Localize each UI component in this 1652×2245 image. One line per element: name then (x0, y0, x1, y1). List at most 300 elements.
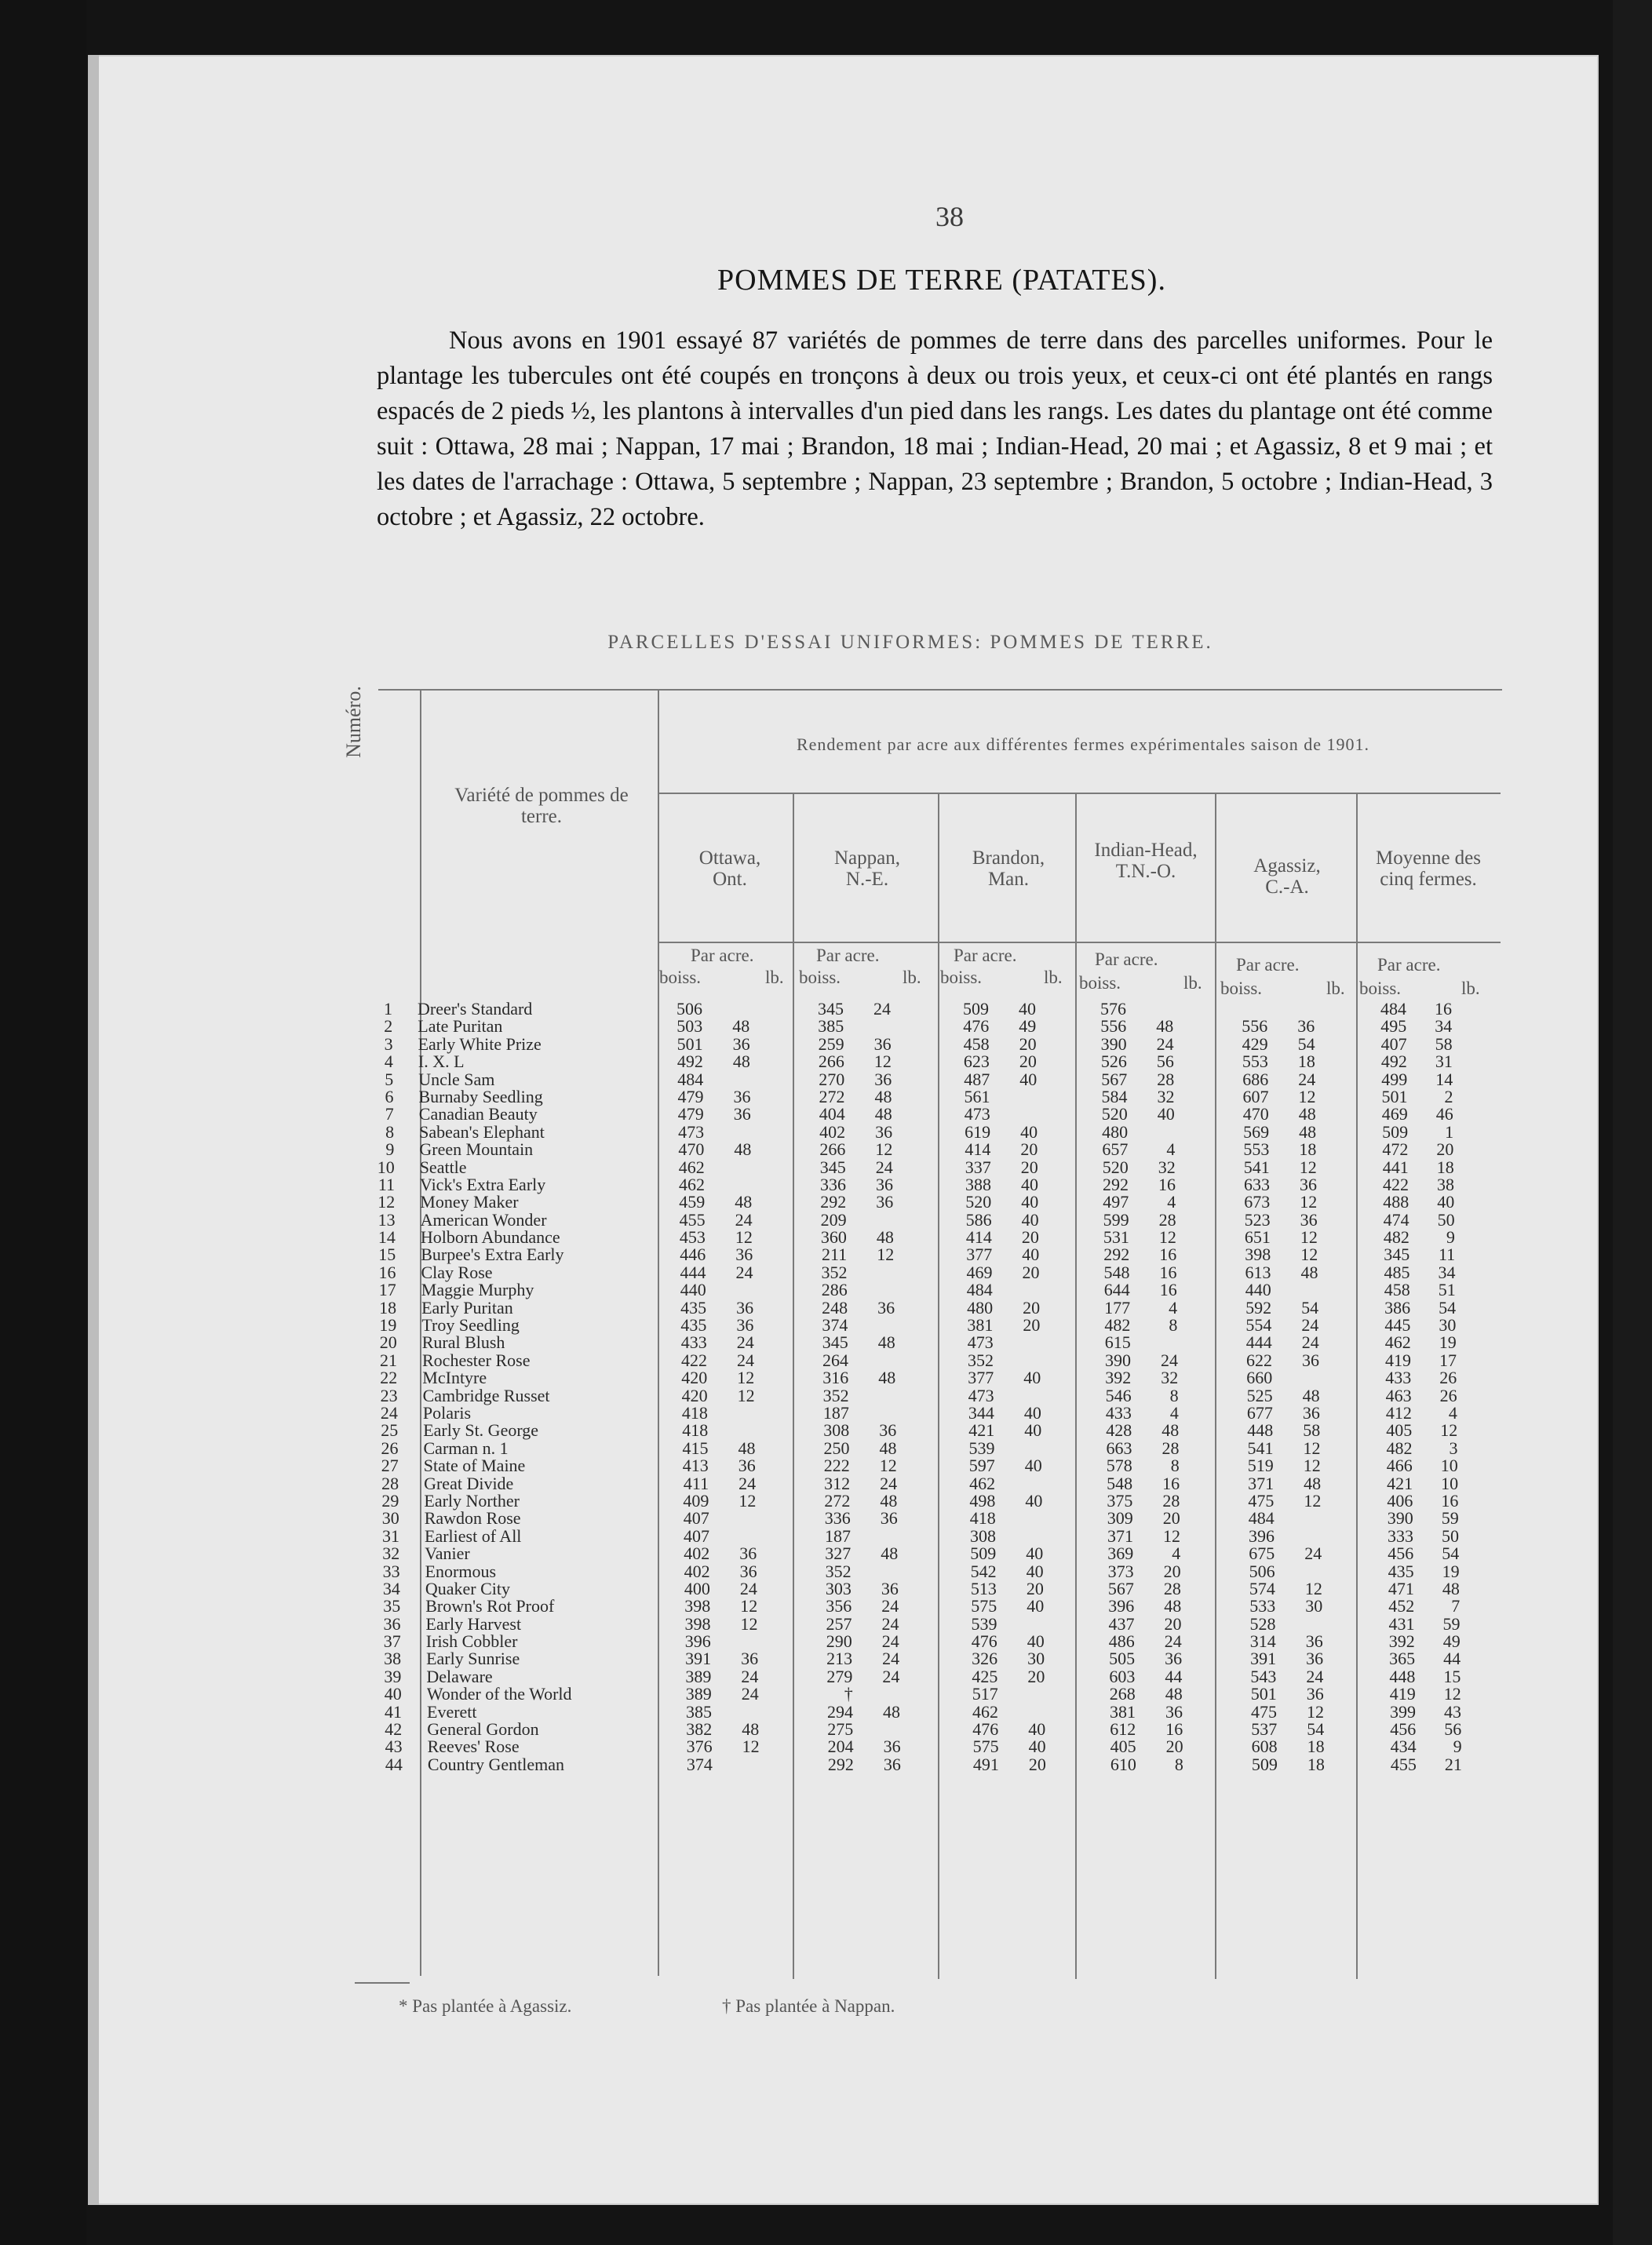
cell-bushels: 584 (1101, 1086, 1128, 1106)
cell-pounds: 24 (873, 999, 891, 1019)
cell-bushels: 539 (968, 1438, 995, 1458)
cell-bushels: 484 (677, 1069, 704, 1089)
variety-name: Early White Prize (418, 1033, 542, 1054)
variety-name: American Wonder (420, 1209, 547, 1230)
cell-pounds: 3 (1449, 1438, 1458, 1458)
cell-pounds: 4 (1166, 1139, 1176, 1160)
cell-bushels: 308 (823, 1420, 850, 1441)
cell-pounds: 16 (1159, 1262, 1177, 1282)
cell-pounds: 40 (1026, 1543, 1044, 1564)
table-row (330, 1016, 1507, 1037)
variety-name: State of Maine (423, 1456, 526, 1476)
cell-pounds: 40 (1021, 1209, 1039, 1230)
cell-bushels: 619 (965, 1121, 991, 1142)
cell-bushels: 476 (972, 1719, 999, 1740)
cell-pounds: 32 (1158, 1157, 1176, 1177)
row-number: 38 (384, 1649, 402, 1669)
cell-pounds: 36 (1302, 1350, 1319, 1370)
table-row (333, 1227, 1507, 1248)
table-row (332, 1157, 1507, 1175)
cell-bushels: 470 (678, 1139, 705, 1160)
row-number: 32 (382, 1543, 400, 1564)
cell-bushels: 484 (1248, 1508, 1275, 1529)
cell-bushels: 266 (819, 1139, 846, 1160)
cell-pounds: 12 (879, 1456, 897, 1476)
cell-pounds: 24 (737, 1350, 754, 1370)
cell-bushels: 597 (968, 1456, 995, 1476)
intro-text: Nous avons en 1901 essayé 87 variétés de pommes de terre dans des parcelles uniformes. Pour le plantage les tubercules ont été coupés en tronçons à deux ou trois yeux, et ceux-ci ont été plantés en rangs espacés de 2 pieds ½, les plantons à intervalles d'un pied dans les rangs. Les dates du plantage ont été comme suit : Ottawa, 28 mai ; Nappan, 17 mai ; Brandon, 18 mai ; Indian-Head, 20 mai ; et Agassiz, 8 et 9 mai ; et les dates de l'arrachage : Ottawa, 5 septembre ; Nappan, 23 septembre ; Brandon, 5 octobre ; Indian-Head, 3 octobre ; et Agassiz, 22 octobre. (377, 326, 1493, 531)
cell-pounds: 48 (879, 1438, 897, 1458)
cell-pounds: 40 (1027, 1631, 1045, 1652)
cell-bushels: 444 (1245, 1332, 1272, 1353)
cell-bushels: 462 (972, 1701, 998, 1722)
cell-bushels: 209 (820, 1209, 847, 1230)
row-number: 12 (377, 1192, 396, 1212)
cell-bushels: 374 (686, 1754, 713, 1774)
cell-pounds: 36 (736, 1315, 754, 1336)
cell-bushels: 420 (681, 1385, 708, 1405)
cell-pounds: 15 (1443, 1666, 1461, 1686)
row-number: 15 (378, 1245, 396, 1265)
cell-bushels: 472 (1382, 1139, 1409, 1160)
cell-pounds: 19 (1442, 1561, 1460, 1581)
row-number: 40 (384, 1684, 402, 1704)
cell-bushels: 603 (1109, 1666, 1136, 1686)
table-row (334, 1315, 1507, 1336)
cell-pounds: 36 (875, 1121, 893, 1142)
cell-pounds: 36 (873, 1033, 892, 1054)
cell-bushels: 480 (1102, 1121, 1129, 1142)
row-number: 16 (378, 1262, 396, 1282)
cell-bushels: 462 (969, 1473, 996, 1493)
cell-pounds: 12 (737, 1385, 755, 1405)
scanner-border-right (1613, 0, 1652, 2245)
cell-pounds: 16 (1159, 1245, 1177, 1265)
variety-name: Rochester Rose (422, 1350, 531, 1370)
cell-bushels: 391 (685, 1649, 712, 1669)
variety-name: Rural Blush (421, 1332, 505, 1353)
cell-pounds: 49 (1019, 1016, 1037, 1037)
cell-bushels: 248 (822, 1297, 848, 1317)
cell-bushels: 385 (686, 1701, 712, 1722)
cell-pounds: 40 (1022, 1245, 1040, 1265)
cell-pounds: 12 (1303, 1438, 1321, 1458)
cell-pounds: 40 (1020, 1121, 1038, 1142)
farm-ottawa-name: Ottawa, (698, 847, 761, 869)
cell-bushels: 673 (1244, 1192, 1271, 1212)
cell-bushels: 466 (1386, 1456, 1413, 1476)
cell-pounds: 24 (880, 1473, 898, 1493)
variety-name: Delaware (426, 1666, 493, 1686)
cell-pounds: 40 (1028, 1737, 1046, 1757)
farm-ottawa-sub: Ont. (713, 869, 747, 890)
variety-name: Carman n. 1 (423, 1438, 509, 1458)
row-number: 25 (381, 1420, 399, 1441)
cell-bushels: 405 (1386, 1420, 1413, 1441)
cell-bushels: 435 (1388, 1561, 1414, 1581)
cell-pounds: 48 (1298, 1104, 1316, 1124)
cell-bushels: † (844, 1684, 853, 1704)
variety-name: Wonder of the World (426, 1684, 572, 1704)
cell-bushels: 526 (1100, 1051, 1127, 1072)
unit-boiss-indian-head: boiss. (1079, 973, 1121, 993)
row-number: 5 (385, 1069, 394, 1089)
cell-pounds: 12 (1300, 1192, 1318, 1212)
cell-bushels: 476 (963, 1016, 990, 1037)
cell-bushels: 392 (1105, 1368, 1132, 1388)
cell-bushels: 422 (681, 1350, 707, 1370)
cell-bushels: 492 (676, 1051, 703, 1072)
row-number: 10 (377, 1157, 395, 1177)
cell-pounds: 36 (1302, 1402, 1320, 1423)
cell-pounds: 28 (1158, 1209, 1176, 1230)
cell-bushels: 459 (679, 1192, 706, 1212)
cell-pounds: 44 (1165, 1666, 1183, 1686)
cell-bushels: 404 (819, 1104, 845, 1124)
cell-pounds: 36 (876, 1192, 894, 1212)
cell-pounds: 54 (1307, 1719, 1325, 1740)
table-row (335, 1420, 1507, 1441)
cell-bushels: 440 (680, 1280, 706, 1300)
unit-boiss-agassiz: boiss. (1220, 979, 1263, 998)
cell-bushels: 473 (964, 1104, 990, 1124)
cell-bushels: 528 (1249, 1613, 1276, 1634)
cell-bushels: 396 (1108, 1596, 1135, 1616)
cell-bushels: 333 (1388, 1525, 1413, 1546)
cell-pounds: 36 (877, 1297, 895, 1317)
cell-pounds: 4 (1169, 1297, 1178, 1317)
row-number: 23 (380, 1385, 398, 1405)
cell-pounds: 59 (1442, 1613, 1461, 1634)
cell-bushels: 644 (1103, 1280, 1130, 1300)
variety-name: Early Harvest (425, 1613, 522, 1634)
cell-bushels: 406 (1387, 1490, 1413, 1511)
cell-bushels: 412 (1385, 1402, 1412, 1423)
cell-bushels: 222 (823, 1456, 850, 1476)
variety-name: Uncle Sam (418, 1069, 495, 1089)
cell-pounds: 10 (1441, 1473, 1459, 1493)
cell-bushels: 469 (1381, 1104, 1408, 1124)
row-number: 37 (383, 1631, 401, 1652)
cell-pounds: 14 (1435, 1069, 1453, 1089)
cell-bushels: 365 (1389, 1649, 1416, 1669)
cell-bushels: 492 (1380, 1051, 1407, 1072)
variety-name: Sabean's Elephant (419, 1121, 545, 1142)
cell-pounds: 48 (874, 1086, 892, 1106)
cell-pounds: 12 (1443, 1684, 1461, 1704)
cell-bushels: 396 (684, 1631, 711, 1652)
cell-bushels: 455 (1390, 1754, 1417, 1774)
cell-pounds: 44 (1443, 1649, 1461, 1669)
cell-bushels: 213 (826, 1649, 853, 1669)
cell-pounds: 48 (1442, 1578, 1460, 1598)
cell-pounds: 40 (1023, 1368, 1041, 1388)
cell-bushels: 407 (683, 1508, 709, 1529)
cell-pounds: 48 (732, 1016, 750, 1037)
cell-bushels: 473 (678, 1121, 705, 1142)
unit-lb-agassiz: lb. (1326, 979, 1345, 998)
cell-pounds: 24 (882, 1649, 900, 1669)
unit-lb-indian-head: lb. (1183, 973, 1202, 993)
cell-pounds: 12 (738, 1490, 757, 1511)
cell-bushels: 488 (1383, 1192, 1409, 1212)
cell-bushels: 569 (1243, 1121, 1270, 1142)
cell-pounds: 58 (1435, 1033, 1453, 1054)
cell-bushels: 345 (822, 1332, 848, 1353)
cell-bushels: 509 (1382, 1121, 1409, 1142)
cell-bushels: 498 (969, 1490, 996, 1511)
variety-name: I. X. L (418, 1051, 465, 1072)
cell-bushels: 458 (1384, 1280, 1410, 1300)
table-row (339, 1719, 1507, 1740)
cell-pounds: 40 (1157, 1104, 1175, 1124)
cell-pounds: 20 (1021, 1227, 1039, 1248)
cell-pounds: 16 (1162, 1473, 1180, 1493)
cell-bushels: 475 (1248, 1490, 1275, 1511)
cell-bushels: 509 (963, 999, 989, 1019)
cell-pounds: 20 (1019, 1051, 1037, 1072)
cell-bushels: 259 (818, 1033, 844, 1054)
cell-pounds: 24 (1161, 1350, 1178, 1370)
cell-pounds: 11 (1439, 1245, 1456, 1265)
cell-bushels: 211 (822, 1245, 848, 1265)
table-row (337, 1508, 1507, 1529)
cell-bushels: 448 (1247, 1420, 1274, 1441)
row-number: 1 (384, 999, 392, 1019)
variety-name: Troy Seedling (421, 1315, 520, 1336)
cell-pounds: 40 (1025, 1490, 1043, 1511)
cell-pounds: 36 (1165, 1649, 1183, 1669)
cell-bushels: 419 (1385, 1350, 1411, 1370)
cell-pounds: 12 (1304, 1578, 1322, 1598)
cell-pounds: 40 (1021, 1192, 1039, 1212)
cell-pounds: 8 (1170, 1456, 1180, 1476)
cell-pounds: 34 (1435, 1016, 1453, 1037)
unit-lb-brandon: lb. (1044, 968, 1063, 987)
cell-bushels: 257 (826, 1613, 852, 1634)
cell-bushels: 561 (964, 1086, 990, 1106)
cell-pounds: 24 (1298, 1069, 1316, 1089)
row-number: 8 (385, 1121, 395, 1142)
farm-nappan (804, 847, 930, 890)
cell-pounds: 36 (1306, 1684, 1324, 1704)
cell-bushels: 377 (968, 1368, 994, 1388)
cell-bushels: 506 (676, 999, 702, 1019)
cell-pounds: 12 (1158, 1227, 1176, 1248)
cell-pounds: 16 (1441, 1490, 1459, 1511)
cell-pounds: 12 (877, 1245, 895, 1265)
cell-pounds: 54 (1297, 1033, 1315, 1054)
cell-bushels: 431 (1388, 1613, 1415, 1634)
cell-bushels: 418 (681, 1402, 708, 1423)
cell-pounds: 24 (881, 1631, 899, 1652)
cell-bushels: 542 (970, 1561, 997, 1581)
cell-bushels: 411 (683, 1473, 709, 1493)
variety-name: Country Gentleman (427, 1754, 565, 1774)
cell-pounds: 12 (735, 1227, 753, 1248)
table-row (333, 1245, 1507, 1265)
cell-bushels: 407 (1380, 1033, 1407, 1054)
cell-pounds: 24 (1306, 1666, 1324, 1686)
table-row (334, 1332, 1507, 1353)
cell-pounds: 48 (1165, 1684, 1183, 1704)
cell-pounds: 36 (1306, 1649, 1324, 1669)
cell-bushels: 308 (970, 1525, 996, 1546)
cell-bushels: 475 (1251, 1701, 1277, 1722)
cell-pounds: 12 (740, 1596, 758, 1616)
par-acre-ottawa: Par acre. (691, 946, 754, 965)
row-number: 41 (385, 1701, 402, 1722)
row-number: 14 (377, 1227, 396, 1248)
cell-pounds: 10 (1440, 1456, 1458, 1476)
farm-nappan-sub: N.-E. (845, 869, 889, 890)
table-row (330, 1051, 1507, 1072)
table-row (337, 1562, 1507, 1579)
variety-name: Clay Rose (421, 1262, 493, 1282)
cell-bushels: 336 (820, 1174, 846, 1194)
cell-pounds: 48 (1299, 1121, 1317, 1142)
cell-pounds: 12 (1300, 1227, 1318, 1248)
cell-pounds: 24 (881, 1613, 899, 1634)
table-row (338, 1631, 1507, 1652)
footnote-nappan: † Pas plantée à Nappan. (722, 1996, 895, 2016)
table-top-rule (378, 689, 1502, 691)
cell-bushels: 279 (826, 1666, 853, 1686)
cell-bushels: 610 (1110, 1754, 1136, 1774)
cell-bushels: 607 (1242, 1086, 1269, 1106)
cell-pounds: 18 (1307, 1754, 1325, 1774)
row-number: 36 (383, 1613, 401, 1634)
farm-moyenne-sub: cinq fermes. (1380, 869, 1477, 890)
farm-indian-head-name: Indian-Head, (1094, 840, 1198, 861)
cell-pounds: 2 (1444, 1086, 1453, 1106)
cell-bushels: 356 (826, 1596, 852, 1616)
cell-bushels: 541 (1243, 1157, 1270, 1177)
table-row (335, 1402, 1507, 1423)
cell-bushels: 419 (1389, 1684, 1416, 1704)
cell-pounds: 40 (1023, 1402, 1041, 1423)
cell-bushels: 390 (1100, 1033, 1127, 1054)
cell-bushels: 501 (1250, 1684, 1277, 1704)
cell-bushels: 482 (1386, 1438, 1413, 1458)
cell-pounds: 48 (881, 1543, 899, 1564)
row-number: 31 (382, 1525, 399, 1546)
cell-bushels: 556 (1242, 1016, 1268, 1037)
cell-bushels: 413 (682, 1456, 709, 1476)
cell-bushels: 501 (676, 1033, 703, 1054)
cell-bushels: 369 (1107, 1543, 1134, 1564)
variety-name: General Gordon (427, 1719, 539, 1740)
row-number: 3 (384, 1033, 393, 1054)
cell-bushels: 312 (824, 1473, 851, 1493)
row-number: 44 (385, 1754, 403, 1774)
cell-pounds: 20 (1019, 1033, 1037, 1054)
cell-pounds: 56 (1444, 1719, 1462, 1740)
cell-pounds: 36 (1297, 1016, 1315, 1037)
cell-bushels: 250 (823, 1438, 850, 1458)
variety-name: Maggie Murphy (421, 1280, 534, 1300)
cell-pounds: 12 (737, 1368, 755, 1388)
cell-bushels: 453 (679, 1227, 706, 1248)
table-row (336, 1474, 1507, 1491)
cell-pounds: 36 (883, 1754, 901, 1774)
variety-name: Vick's Extra Early (420, 1174, 546, 1194)
cell-bushels: 484 (1380, 999, 1406, 1019)
par-acre-nappan: Par acre. (816, 946, 880, 965)
cell-bushels: 541 (1247, 1438, 1274, 1458)
cell-pounds: 40 (1024, 1420, 1042, 1441)
cell-bushels: 446 (680, 1245, 706, 1265)
cell-pounds: 40 (1028, 1719, 1046, 1740)
cell-bushels: 388 (965, 1174, 991, 1194)
cell-bushels: 402 (684, 1543, 710, 1564)
row-number: 2 (384, 1016, 393, 1037)
table-row (332, 1192, 1507, 1212)
cell-bushels: 651 (1244, 1227, 1271, 1248)
cell-bushels: 390 (1105, 1350, 1131, 1370)
cell-pounds: 1 (1445, 1121, 1454, 1142)
cell-bushels: 445 (1384, 1315, 1411, 1336)
farm-agassiz-name: Agassiz, (1253, 855, 1321, 876)
farm-agassiz (1224, 855, 1350, 898)
cell-bushels: 290 (826, 1631, 852, 1652)
cell-bushels: 386 (1384, 1297, 1411, 1317)
cell-bushels: 497 (1103, 1192, 1129, 1212)
farm-brandon-sub: Man. (987, 869, 1030, 890)
cell-bushels: 294 (827, 1701, 853, 1722)
footnote-agassiz: * Pas plantée à Agassiz. (399, 1996, 572, 2016)
table-row (336, 1490, 1507, 1511)
cell-bushels: 376 (686, 1737, 713, 1757)
cell-bushels: 677 (1246, 1402, 1273, 1423)
cell-bushels: 482 (1104, 1315, 1131, 1336)
cell-bushels: 505 (1109, 1649, 1136, 1669)
variety-name: Early Sunrise (426, 1649, 520, 1669)
cell-bushels: 414 (965, 1227, 992, 1248)
farm-moyenne-name: Moyenne des (1376, 847, 1481, 869)
unit-boiss-nappan: boiss. (799, 968, 841, 987)
cell-pounds: 28 (1162, 1490, 1180, 1511)
cell-bushels: 686 (1242, 1069, 1269, 1089)
cell-pounds: 36 (738, 1456, 756, 1476)
cell-bushels: 360 (820, 1227, 847, 1248)
cell-pounds: 4 (1169, 1402, 1179, 1423)
cell-bushels: 553 (1242, 1051, 1268, 1072)
cell-bushels: 473 (968, 1385, 994, 1405)
row-number: 21 (380, 1350, 397, 1370)
cell-bushels: 377 (966, 1245, 993, 1265)
variety-name: Money Maker (420, 1192, 519, 1212)
cell-bushels: 418 (682, 1420, 709, 1441)
cell-bushels: 352 (822, 1385, 849, 1405)
unit-lb-ottawa: lb. (765, 968, 784, 987)
cell-bushels: 352 (825, 1561, 852, 1581)
cell-pounds: 24 (735, 1209, 753, 1230)
cell-pounds: 48 (742, 1719, 760, 1740)
cell-pounds: 50 (1437, 1209, 1455, 1230)
cell-pounds: 21 (1444, 1754, 1462, 1774)
variety-name: Early Puritan (421, 1297, 513, 1317)
cell-bushels: 270 (819, 1069, 845, 1089)
cell-bushels: 543 (1250, 1666, 1277, 1686)
farm-moyenne (1362, 847, 1495, 890)
cell-bushels: 455 (679, 1209, 706, 1230)
cell-bushels: 303 (825, 1578, 852, 1598)
cell-bushels: 476 (971, 1631, 997, 1652)
cell-bushels: 479 (677, 1104, 704, 1124)
cell-pounds: 24 (741, 1666, 759, 1686)
row-number: 18 (379, 1297, 397, 1317)
